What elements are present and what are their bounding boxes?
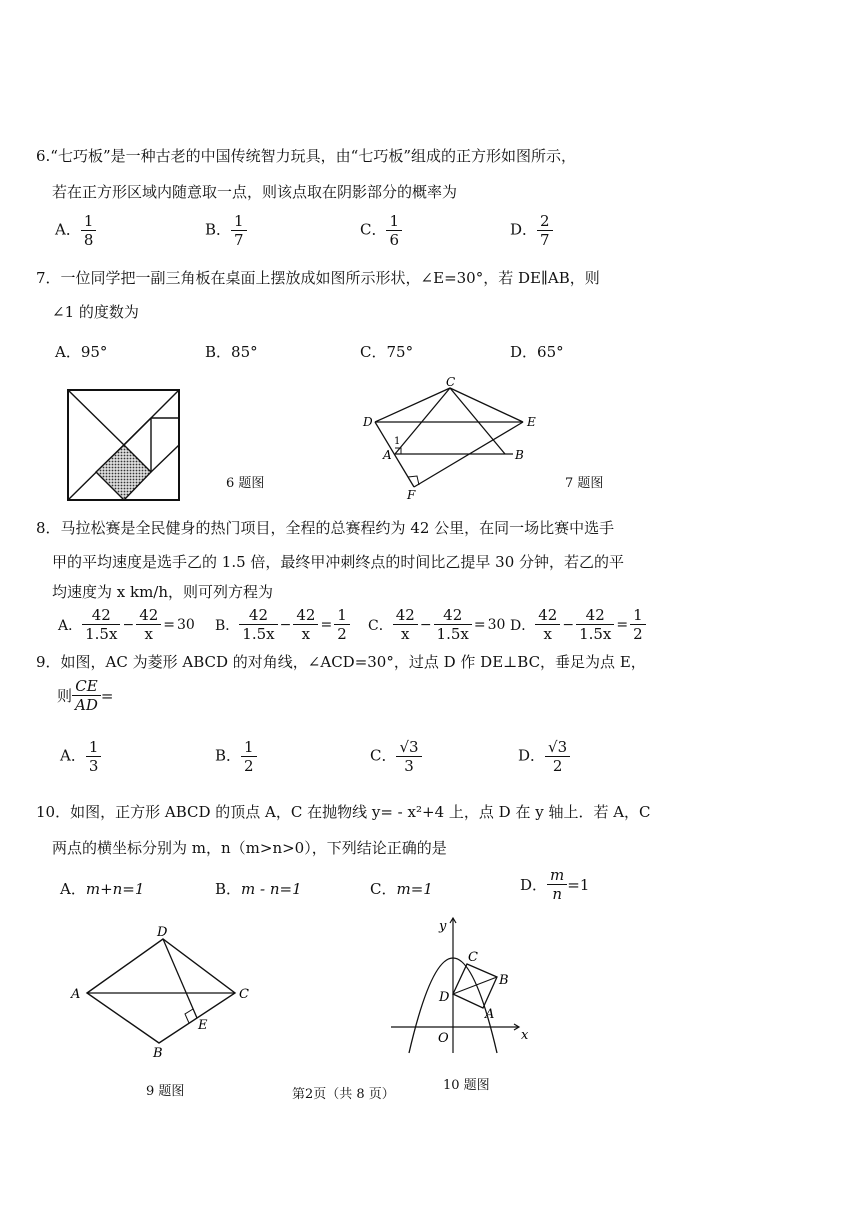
q7-option-c: C．75° (360, 343, 414, 361)
q8-option-c: C． $\frac{42}{x}$ − $\frac{42}{1.5x}$ = 30 (368, 606, 506, 643)
fig6-caption: 6 题图 (226, 476, 265, 491)
q6-option-a: A． $\frac{1}{8}$ (55, 212, 96, 249)
fig7-label-b: B (515, 448, 524, 462)
fig9-label-d: D (157, 925, 168, 940)
q6-line1: 6.“七巧板”是一种古老的中国传统智力玩具，由“七巧板”组成的正方形如图所示， (36, 147, 576, 165)
q10-option-b: B．m - n=1 (215, 880, 302, 898)
q9-option-a: A． $\frac{1}{3}$ (60, 738, 101, 775)
q8-line3: 均速度为 x km/h，则可列方程为 (52, 583, 274, 601)
q8-option-a: A． $\frac{42}{1.5x}$ − $\frac{42}{x}$ = 30 (58, 606, 195, 643)
q9-option-d: D． $\frac{√3}{2}$ (518, 738, 570, 775)
fig9-rhombus-diagram (65, 925, 265, 1065)
fig10-label-o: O (438, 1031, 449, 1046)
q10-option-c: C．m=1 (370, 880, 433, 898)
page-footer: 第2页（共 8 页） (292, 1087, 395, 1102)
fig7-label-a: A (383, 448, 392, 462)
fig10-label-y: y (439, 919, 447, 934)
fig7-caption: 7 题图 (565, 476, 604, 491)
q8-line1: 8．马拉松赛是全民健身的热门项目，全程的总赛程约为 42 公里，在同一场比赛中选手 (36, 519, 615, 537)
fig10-label-x: x (521, 1028, 529, 1043)
q10-line2: 两点的横坐标分别为 m，n（m>n>0），下列结论正确的是 (52, 839, 447, 857)
q8-line2: 甲的平均速度是选手乙的 1.5 倍，最终甲冲刺终点的时间比乙提早 30 分钟，若乙的平 (52, 553, 625, 571)
q6-option-b: B． $\frac{1}{7}$ (205, 212, 247, 249)
q8-option-b: B． $\frac{42}{1.5x}$ − $\frac{42}{x}$ = $\frac{1}{2}$ (215, 606, 350, 643)
fig9-label-c: C (239, 987, 249, 1002)
q6-line2: 若在正方形区域内随意取一点，则该点取在阴影部分的概率为 (52, 183, 458, 201)
q10-option-d: D． $\frac{m}{n}$ =1 (520, 866, 590, 903)
fig7-label-f: F (407, 488, 416, 502)
q7-option-b: B．85° (205, 343, 258, 361)
fig7-label-d: D (363, 415, 373, 429)
q7-option-a: A．95° (55, 343, 108, 361)
fig10-caption: 10 题图 (443, 1078, 490, 1093)
q6-option-d: D． $\frac{2}{7}$ (510, 212, 553, 249)
fig7-triangles-diagram (355, 375, 545, 505)
fig7-label-e: E (527, 415, 536, 429)
fig9-label-b: B (153, 1046, 163, 1061)
fig10-label-d: D (439, 990, 450, 1005)
fig6-shaded-square (96, 445, 151, 500)
fig7-label-angle1: 1 (394, 436, 401, 447)
fig10-label-b: B (499, 973, 509, 988)
fig9-label-a: A (71, 987, 81, 1002)
q10-option-a: A．m+n=1 (60, 880, 145, 898)
q9-line1: 9．如图，AC 为菱形 ABCD 的对角线，∠ACD=30°，过点 D 作 DE⊥BC，垂足为点 E， (36, 653, 646, 671)
q9-option-c: C． $\frac{√3}{3}$ (370, 738, 422, 775)
fig10-label-c: C (468, 950, 478, 965)
q7-line2: ∠1 的度数为 (52, 303, 139, 321)
fig10-parabola-diagram (385, 908, 535, 1058)
q6-option-c: C． $\frac{1}{6}$ (360, 212, 402, 249)
fig10-label-a: A (485, 1007, 495, 1022)
fig6-tangram-diagram (60, 385, 185, 505)
q9-ratio-expression: 则 $\frac{CE}{AD}$ = (57, 677, 114, 714)
fig9-caption: 9 题图 (146, 1084, 185, 1099)
q9-option-b: B． $\frac{1}{2}$ (215, 738, 257, 775)
fig7-label-c: C (446, 375, 456, 389)
q7-option-d: D．65° (510, 343, 564, 361)
fig9-label-e: E (198, 1018, 208, 1033)
q10-line1: 10．如图，正方形 ABCD 的顶点 A，C 在抛物线 y= - x²+4 上，点 D 在 y 轴上．若 A，C (36, 803, 651, 821)
q7-line1: 7．一位同学把一副三角板在桌面上摆放成如图所示形状，∠E=30°，若 DE∥AB，则 (36, 269, 600, 287)
q8-option-d: D． $\frac{42}{x}$ − $\frac{42}{1.5x}$ = $\frac{1}{2}$ (510, 606, 646, 643)
